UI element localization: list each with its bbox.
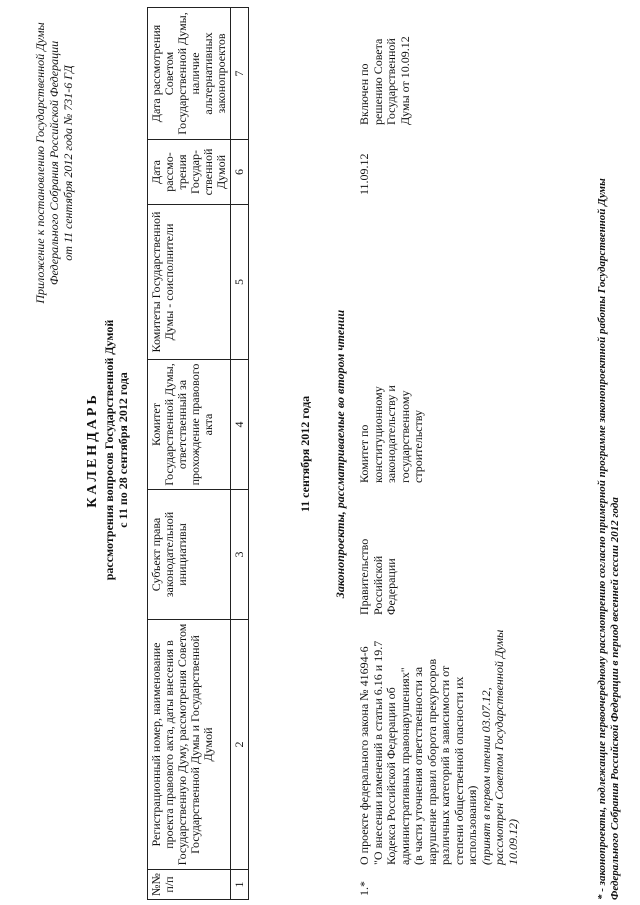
entry-council: Включен по решению Совета Государственной Думы от 10.09.12 <box>357 36 412 125</box>
entry-date: 11.09.12 <box>357 153 371 195</box>
header-cell: Комитеты Государственной Думы - соисполнители <box>148 205 231 360</box>
list-item <box>358 0 618 905</box>
footnote-line: Федерального Собрания Российской Федерации в период весенней сессии 2012 года <box>609 497 621 900</box>
entry-text-line: использования) <box>465 785 479 865</box>
header-cell: Дата рассмо-трения Государ-ственной Думой <box>148 140 231 205</box>
footnote <box>596 8 622 900</box>
title-line: рассмотрения вопросов Государственной Думой <box>102 319 116 581</box>
entry-text-line: различных категорий в зависимости от <box>438 665 452 865</box>
header-cell: Комитет Государственной Думы, ответственный за прохождение правового акта <box>148 360 231 490</box>
section-date: 11 сентября 2012 года <box>298 395 312 513</box>
column-number: 3 <box>231 490 249 620</box>
column-number: 6 <box>231 140 249 205</box>
appendix-note <box>33 0 75 333</box>
entry-text-line: О проекте федерального закона № 41694-6 <box>357 646 371 865</box>
entry-text-line: административных правонарушениях" <box>397 667 412 865</box>
header-cell: №№ п/п <box>148 870 231 900</box>
title-line: с 11 по 28 сентября 2012 года <box>116 372 130 528</box>
column-number: 2 <box>231 620 249 870</box>
entry-note-line: 10.09.12) <box>505 819 520 865</box>
document-title <box>84 295 130 605</box>
entry-committee: Комитет по конституционному законодательству и государственному строительству <box>357 385 425 483</box>
appendix-line: от 11 сентября 2012 года № 731-6 ГД <box>61 65 75 261</box>
column-number: 1 <box>231 870 249 900</box>
entry-subject: Правительство Российской Федерации <box>357 538 398 615</box>
header-cell: Дата рассмотрения Советом Государственной Думы, наличие альтернативных законопроектов <box>148 8 231 140</box>
title-main: КАЛЕНДАРЬ <box>85 392 100 508</box>
section-title: Законопроекты, рассматриваемые во втором чтении <box>333 309 347 599</box>
entry-text-line: степени общественной опасности их <box>451 676 466 865</box>
header-cell: Регистрационный номер, наименование проекта правового акта, даты внесения в Государственную Думу, рассмотрения Советом Государственной Думы и Государственной Думой <box>148 620 231 870</box>
entry-note-line: рассмотрен Советом Государственной Думы <box>492 629 506 865</box>
appendix-line: Федерального Собрания Российской Федерации <box>47 40 61 286</box>
column-number: 7 <box>231 8 249 140</box>
column-number-row <box>231 8 249 900</box>
calendar-table <box>147 7 249 900</box>
entry-text-line: нарушение правил оборота прекурсоров <box>424 658 439 865</box>
entry-number: 1.* <box>357 881 371 896</box>
column-number: 4 <box>231 360 249 490</box>
appendix-line: Приложение к постановлению Государственной Думы <box>33 22 47 304</box>
table-header-row <box>148 8 231 900</box>
column-number: 5 <box>231 205 249 360</box>
entry-text-line: Кодекса Российской Федерации об <box>384 687 398 865</box>
entry-description <box>358 630 520 865</box>
footnote-line: * - законопроекты, подлежащие первоочередному рассмотрению согласно примерной программе законопроектной работы Государственной Думы <box>596 178 608 900</box>
entry-text-line: (в части уточнения ответственности за <box>411 666 425 865</box>
header-cell: Субъект права законодательной инициативы <box>148 490 231 620</box>
entry-note-line: (принят в первом чтении 03.07.12, <box>478 687 493 865</box>
entry-text-line: "О внесении изменений в статьи 6.16 и 19.7 <box>370 640 385 865</box>
